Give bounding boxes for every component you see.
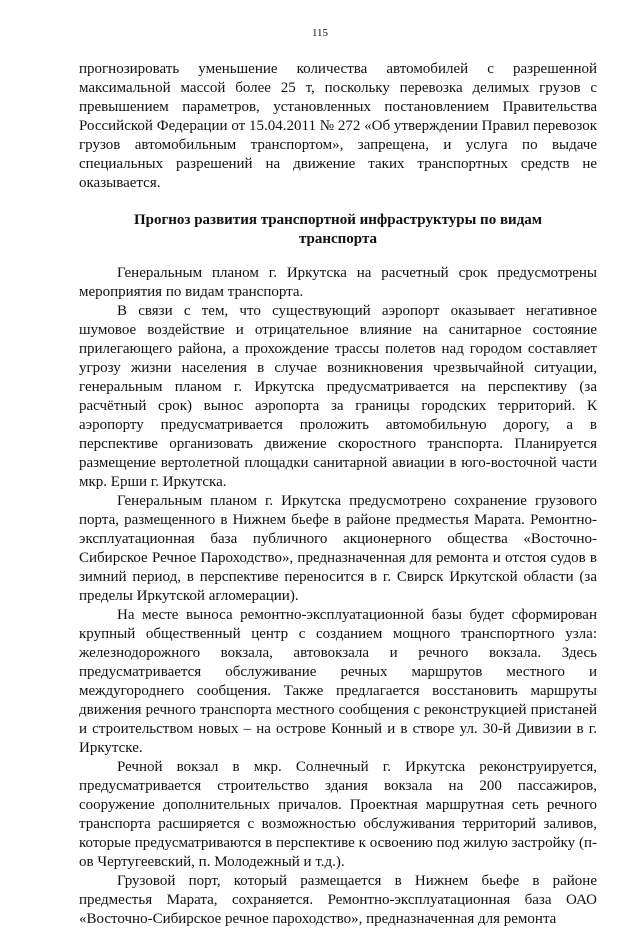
paragraph: Генеральным планом г. Иркутска предусмотрено сохранение грузового порта, размещенного в Нижнем бьефе в районе предместья Марата. Ремонтно-эксплуатационная база публичного акционерного общества «Восточно-Сибирское Речное Пароходство», предназначенная для ремонта и отстоя судов в зимний период, в перспективе переносится в г. Свирск Иркутской области (за пределы Иркутской агломерации). [79, 493, 597, 604]
paragraph-continued: прогнозировать уменьшение количества автомобилей с разрешенной максимальной массой более 25 т, поскольку перевозка делимых грузов с превышением параметров, установленных постановлением Правительства Российской Федерации от 15.04.2011 № 272 «Об утверждении Правил перевозок грузов автомобильным транспортом», запрещена, и услуга по выдаче специальных разрешений на движение таких транспортных средств не оказывается. [79, 61, 597, 191]
paragraph: В связи с тем, что существующий аэропорт оказывает негативное шумовое воздействие и отрицательное влияние на санитарное состояние прилегающего района, а прохождение трассы полетов над городом составляет угрозу жизни населения в случае возникновения чрезвычайной ситуации, генеральным планом г. Иркутска предусматривается на перспективу (за расчётный срок) вынос аэропорта за границы городских территорий. К аэропорту предусматривается проложить автомобильную дорогу, а в перспективе организовать движение скоростного транспорта. Планируется размещение вертолетной площадки санитарной авиации в юго-восточной части мкр. Ерши г. Иркутска. [79, 303, 597, 490]
document-body [79, 60, 597, 929]
paragraph: Речной вокзал в мкр. Солнечный г. Иркутска реконструируется, предусматривается строительство здания вокзала на 200 пассажиров, сооружение дополнительных причалов. Проектная маршрутная сеть речного транспорта расширяется с возможностью обслуживания территорий заливов, которые предусматриваются в перспективе к освоению под жилую застройку (п-ов Чертугеевский, п. Молодежный и т.д.). [79, 759, 597, 870]
paragraph: Грузовой порт, который размещается в Нижнем бьефе в районе предместья Марата, сохраняется. Ремонтно-эксплуатационная база ОАО «Восточно-Сибирское речное пароходство», предназначенная для ремонта [79, 873, 597, 927]
section-heading: Прогноз развития транспортной инфраструктуры по видам транспорта [133, 212, 543, 247]
paragraph: На месте выноса ремонтно-эксплуатационной базы будет сформирован крупный общественный центр с созданием мощного транспортного узла: железнодорожного вокзала, автовокзала и речного вокзала. Здесь предусматривается обслуживание речных маршрутов местного и междугороднего сообщения. Также предлагается восстановить маршруты движения речного транспорта местного сообщения с реконструкцией пристаней и строительством новых – на острове Конный и в створе ул. 30-й Дивизии в г. Иркутске. [79, 607, 597, 756]
paragraph: Генеральным планом г. Иркутска на расчетный срок предусмотрены мероприятия по видам транспорта. [79, 265, 597, 300]
page-number: 115 [311, 27, 329, 39]
